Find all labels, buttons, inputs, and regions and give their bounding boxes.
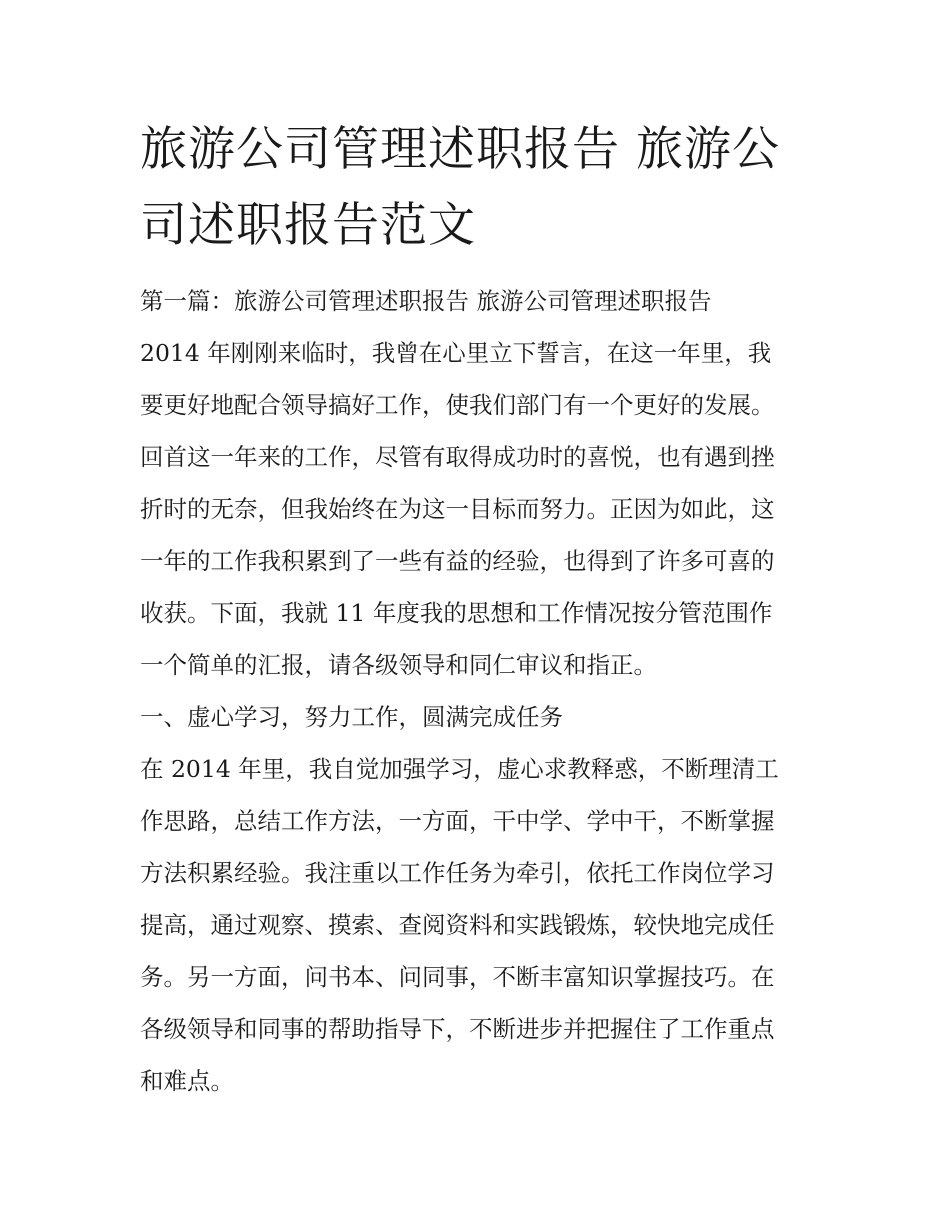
paragraph-line: 收获。下面，我就 11 年度我的思想和工作情况按分管范围作 bbox=[140, 599, 773, 627]
section-heading: 第一篇：旅游公司管理述职报告 旅游公司管理述职报告 bbox=[140, 287, 712, 315]
paragraph-line: 务。另一方面，问书本、问同事，不断丰富知识掌握技巧。在 bbox=[140, 963, 775, 991]
paragraph-line: 作思路，总结工作方法，一方面，干中学、学中干，不断掌握 bbox=[140, 807, 775, 835]
paragraph-line: 在 2014 年里，我自觉加强学习，虚心求教释惑，不断理清工 bbox=[140, 755, 779, 783]
paragraph-line: 方法积累经验。我注重以工作任务为牵引，依托工作岗位学习 bbox=[140, 859, 775, 887]
paragraph-line: 提高，通过观察、摸索、查阅资料和实践锻炼，较快地完成任 bbox=[140, 911, 775, 939]
paragraph-line: 一年的工作我积累到了一些有益的经验，也得到了许多可喜的 bbox=[140, 547, 775, 575]
paragraph-line: 要更好地配合领导搞好工作，使我们部门有一个更好的发展。 bbox=[140, 391, 775, 419]
subsection-heading: 一、虚心学习，努力工作，圆满完成任务 bbox=[140, 703, 563, 731]
paragraph-line: 2014 年刚刚来临时，我曾在心里立下誓言，在这一年里，我 bbox=[140, 339, 772, 367]
paragraph-line: 折时的无奈，但我始终在为这一目标而努力。正因为如此，这 bbox=[140, 495, 775, 523]
paragraph-line: 各级领导和同事的帮助指导下，不断进步并把握住了工作重点 bbox=[140, 1015, 775, 1043]
title-line: 司述职报告范文 bbox=[140, 198, 476, 253]
document-title bbox=[140, 112, 830, 264]
title-line: 旅游公司管理述职报告 旅游公 bbox=[140, 122, 780, 177]
document-body bbox=[140, 282, 830, 1114]
paragraph-line: 回首这一年来的工作，尽管有取得成功时的喜悦，也有遇到挫 bbox=[140, 443, 775, 471]
paragraph-line: 和难点。 bbox=[140, 1067, 234, 1095]
paragraph-line: 一个简单的汇报，请各级领导和同仁审议和指正。 bbox=[140, 651, 657, 679]
